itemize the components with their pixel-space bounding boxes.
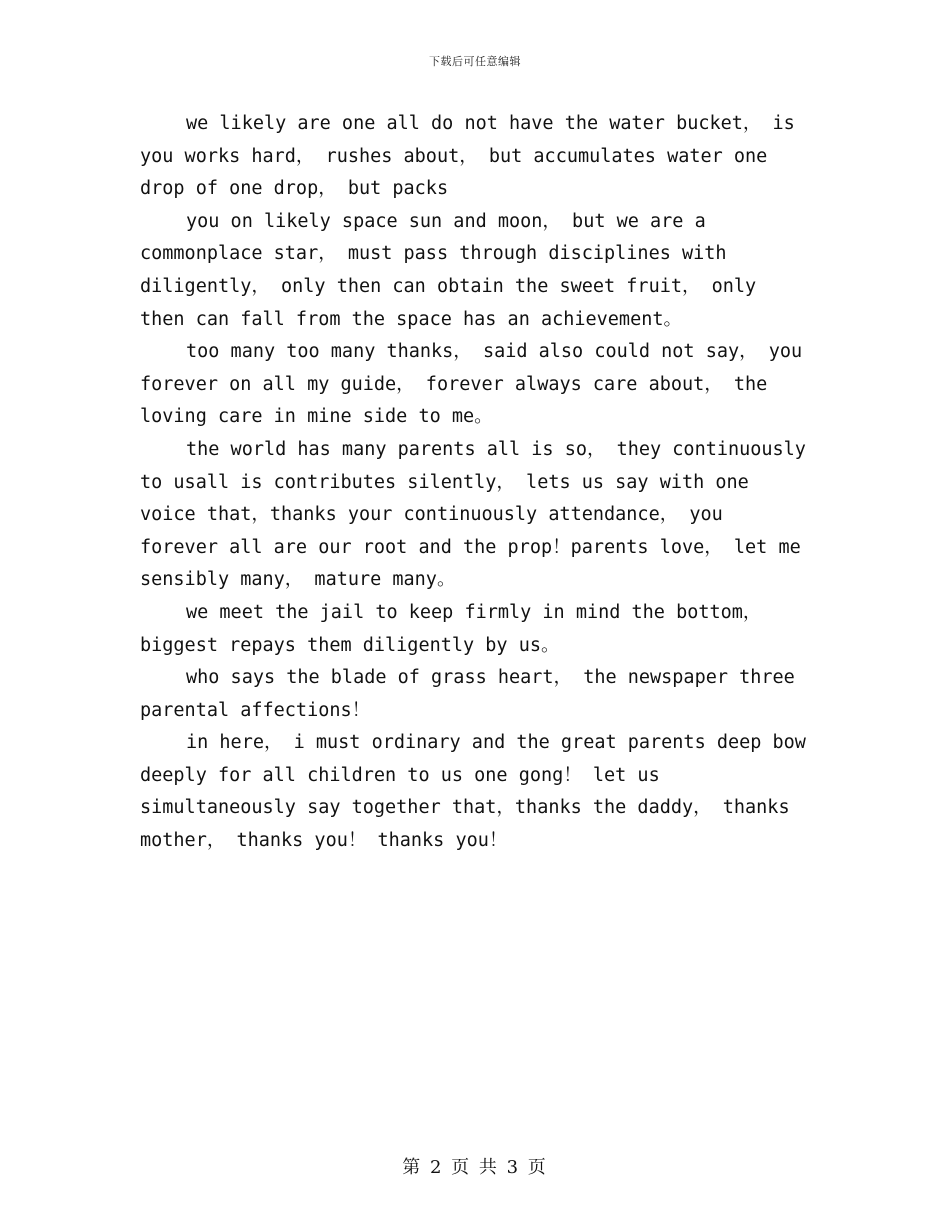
paragraph: too many too many thanks， said also could not say， you forever on all my guide， forever always care about， the loving care in mine side to me。 <box>140 341 803 428</box>
page-header: 下载后可任意编辑 <box>429 55 521 68</box>
page-number: 第 2 页 共 3 页 <box>402 1157 548 1178</box>
paragraph: the world has many parents all is so， they continuously to usall is contributes silently， lets us say with one voice that，thanks your continuously attendance， you forever all are our root and the prop！parents love， let me sensibly many， mature many。 <box>140 438 806 591</box>
paragraph: you on likely space sun and moon， but we are a commonplace star， must pass through disciplines with diligently， only then can obtain the sweet fruit， only then can fall from the space has an achievement。 <box>140 210 757 330</box>
paragraph: who says the blade of grass heart， the newspaper three parental affections！ <box>140 667 795 721</box>
paragraph: we likely are one all do not have the water bucket， is you works hard， rushes about， but accumulates water one drop of one drop， but packs <box>140 113 795 200</box>
document-body <box>140 108 810 858</box>
paragraph: we meet the jail to keep firmly in mind the bottom， biggest repays them diligently by us。 <box>140 601 762 656</box>
paragraph: in here， i must ordinary and the great parents deep bow deeply for all children to us one gong！ let us simultaneously say together that，thanks the daddy， thanks mother， thanks you！ thanks you！ <box>140 732 806 852</box>
